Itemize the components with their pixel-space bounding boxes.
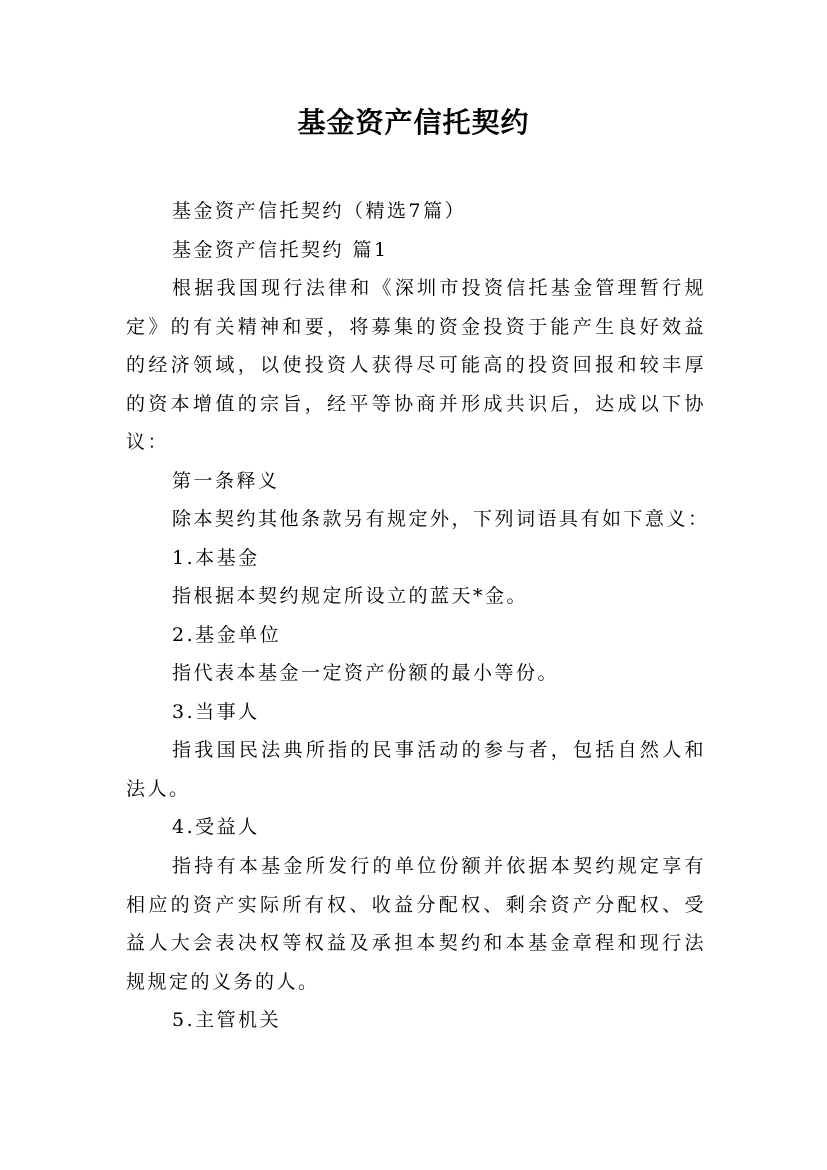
article-1-intro: 除本契约其他条款另有规定外，下列词语具有如下意义： (172, 508, 710, 530)
preamble-paragraph: 根据我国现行法律和《深圳市投资信托基金管理暂行规定》的有关精神和要，将募集的资金投资于能产生良好效益的经济领域，以使投资人获得尽可能高的投资回报和较丰厚的资本增值的宗旨，经平等协商并形成共识后，达成以下协议： (126, 277, 706, 453)
term-1-definition: 指根据本契约规定所设立的蓝天*金。 (172, 585, 529, 607)
term-1-title: 1.本基金 (172, 547, 260, 569)
term-3-definition: 指我国民法典所指的民事活动的参与者，包括自然人和法人。 (126, 739, 706, 800)
document-title: 基金资产信托契约 (297, 106, 530, 139)
term-5-title: 5.主管机关 (172, 1009, 282, 1031)
section-heading: 基金资产信托契约 篇1 (172, 239, 389, 261)
term-2-definition: 指代表本基金一定资产份额的最小等份。 (172, 662, 560, 684)
term-3-title: 3.当事人 (172, 701, 260, 723)
term-4-definition: 指持有本基金所发行的单位份额并依据本契约规定享有相应的资产实际所有权、收益分配权、剩余资产分配权、受益人大会表决权等权益及承担本契约和本基金章程和现行法规规定的义务的人。 (126, 855, 706, 993)
document-subtitle: 基金资产信托契约（精选7篇） (172, 200, 467, 222)
article-1-heading: 第一条释义 (172, 470, 280, 492)
term-2-title: 2.基金单位 (172, 624, 282, 646)
term-4-title: 4.受益人 (172, 816, 260, 838)
